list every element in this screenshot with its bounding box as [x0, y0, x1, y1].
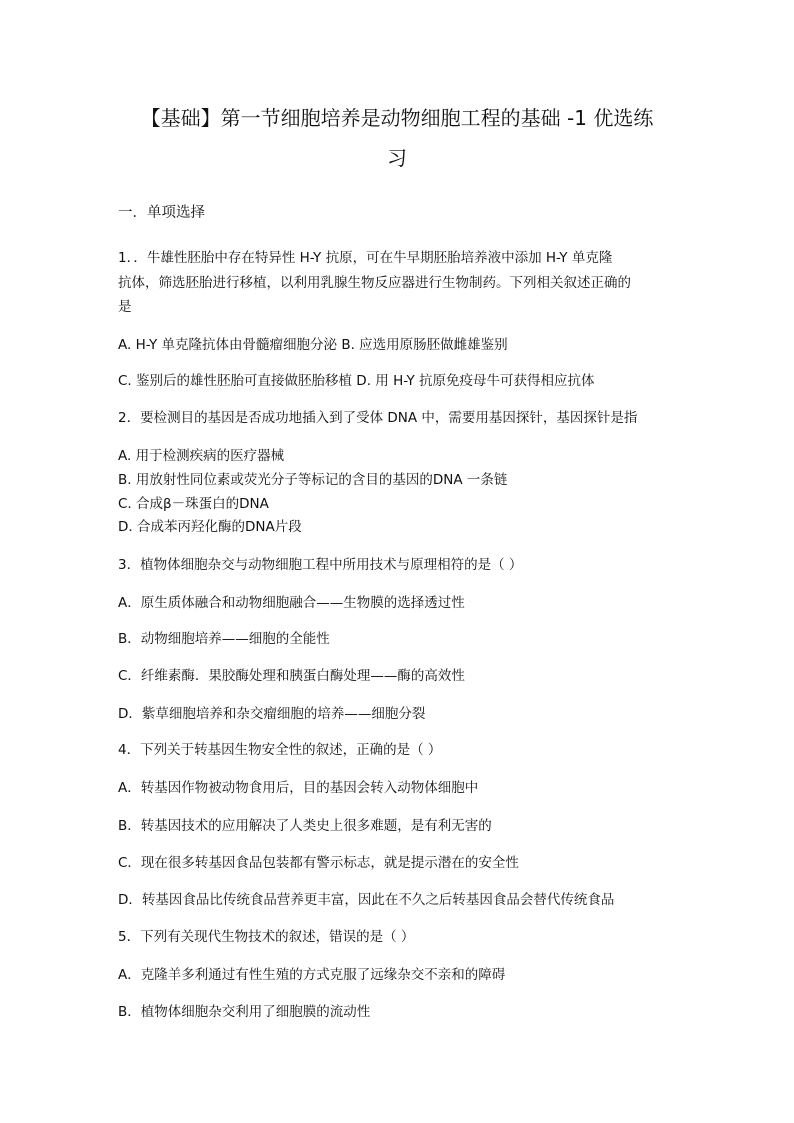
- q4-option-a: A．转基因作物被动物食用后，目的基因会转入动物体细胞中: [118, 780, 479, 796]
- q4-stem: 4．下列关于转基因生物安全性的叙述，正确的是（ ）: [118, 742, 442, 758]
- q1-options-line-1: A. H-Y 单克隆抗体由骨髓瘤细胞分泌 B. 应选用原肠胚做雌雄鉴别: [118, 337, 508, 353]
- q2-stem: 2．要检测目的基因是否成功地插入到了受体 DNA 中，需要用基因探针，基因探针是指: [118, 410, 638, 426]
- q2-option-b: B. 用放射性同位素或荧光分子等标记的含目的基因的DNA 一条链: [118, 472, 508, 488]
- document-title-line-1: 【基础】第一节细胞培养是动物细胞工程的基础 -1 优选练: [140, 106, 654, 130]
- q5-stem: 5．下列有关现代生物技术的叙述，错误的是（ ）: [118, 929, 415, 945]
- q5-option-a: A．克隆羊多利通过有性生殖的方式克服了远缘杂交不亲和的障碍: [118, 967, 506, 983]
- q1-options-line-2: C. 鉴别后的雄性胚胎可直接做胚胎移植 D. 用 H-Y 抗原免疫母牛可获得相应抗体: [118, 373, 595, 389]
- document-title-line-2: 习: [387, 146, 407, 170]
- q1-stem-line-3: 是: [118, 299, 132, 315]
- section-heading: 一．单项选择: [118, 205, 205, 221]
- q1-stem-line-2: 抗体，筛选胚胎进行移植，以利用乳腺生物反应器进行生物制药。下列相关叙述正确的: [118, 275, 631, 291]
- q4-option-d: D．转基因食品比传统食品营养更丰富，因此在不久之后转基因食品会替代传统食品: [118, 892, 615, 908]
- q1-stem-line-1: 1．．牛雄性胚胎中存在特异性 H-Y 抗原，可在牛早期胚胎培养液中添加 H-Y 单克隆: [118, 250, 613, 266]
- q3-stem: 3．植物体细胞杂交与动物细胞工程中所用技术与原理相符的是（ ）: [118, 557, 523, 573]
- q3-option-d: D．紫草细胞培养和杂交瘤细胞的培养——细胞分裂: [118, 706, 426, 722]
- q5-option-b: B．植物体细胞杂交利用了细胞膜的流动性: [118, 1004, 371, 1020]
- q2-option-c: C. 合成β－珠蛋白的DNA: [118, 496, 269, 512]
- q4-option-c: C．现在很多转基因食品包装都有警示标志，就是提示潜在的安全性: [118, 855, 519, 871]
- q3-option-b: B．动物细胞培养——细胞的全能性: [118, 631, 330, 647]
- q2-option-d: D. 合成苯丙羟化酶的DNA片段: [118, 519, 302, 535]
- q3-option-a: A．原生质体融合和动物细胞融合——生物膜的选择透过性: [118, 595, 465, 611]
- q2-option-a: A. 用于检测疾病的医疗器械: [118, 448, 285, 464]
- q4-option-b: B．转基因技术的应用解决了人类史上很多难题，是有利无害的: [118, 818, 492, 834]
- q3-option-c: C．纤维素酶．果胶酶处理和胰蛋白酶处理——酶的高效性: [118, 668, 465, 684]
